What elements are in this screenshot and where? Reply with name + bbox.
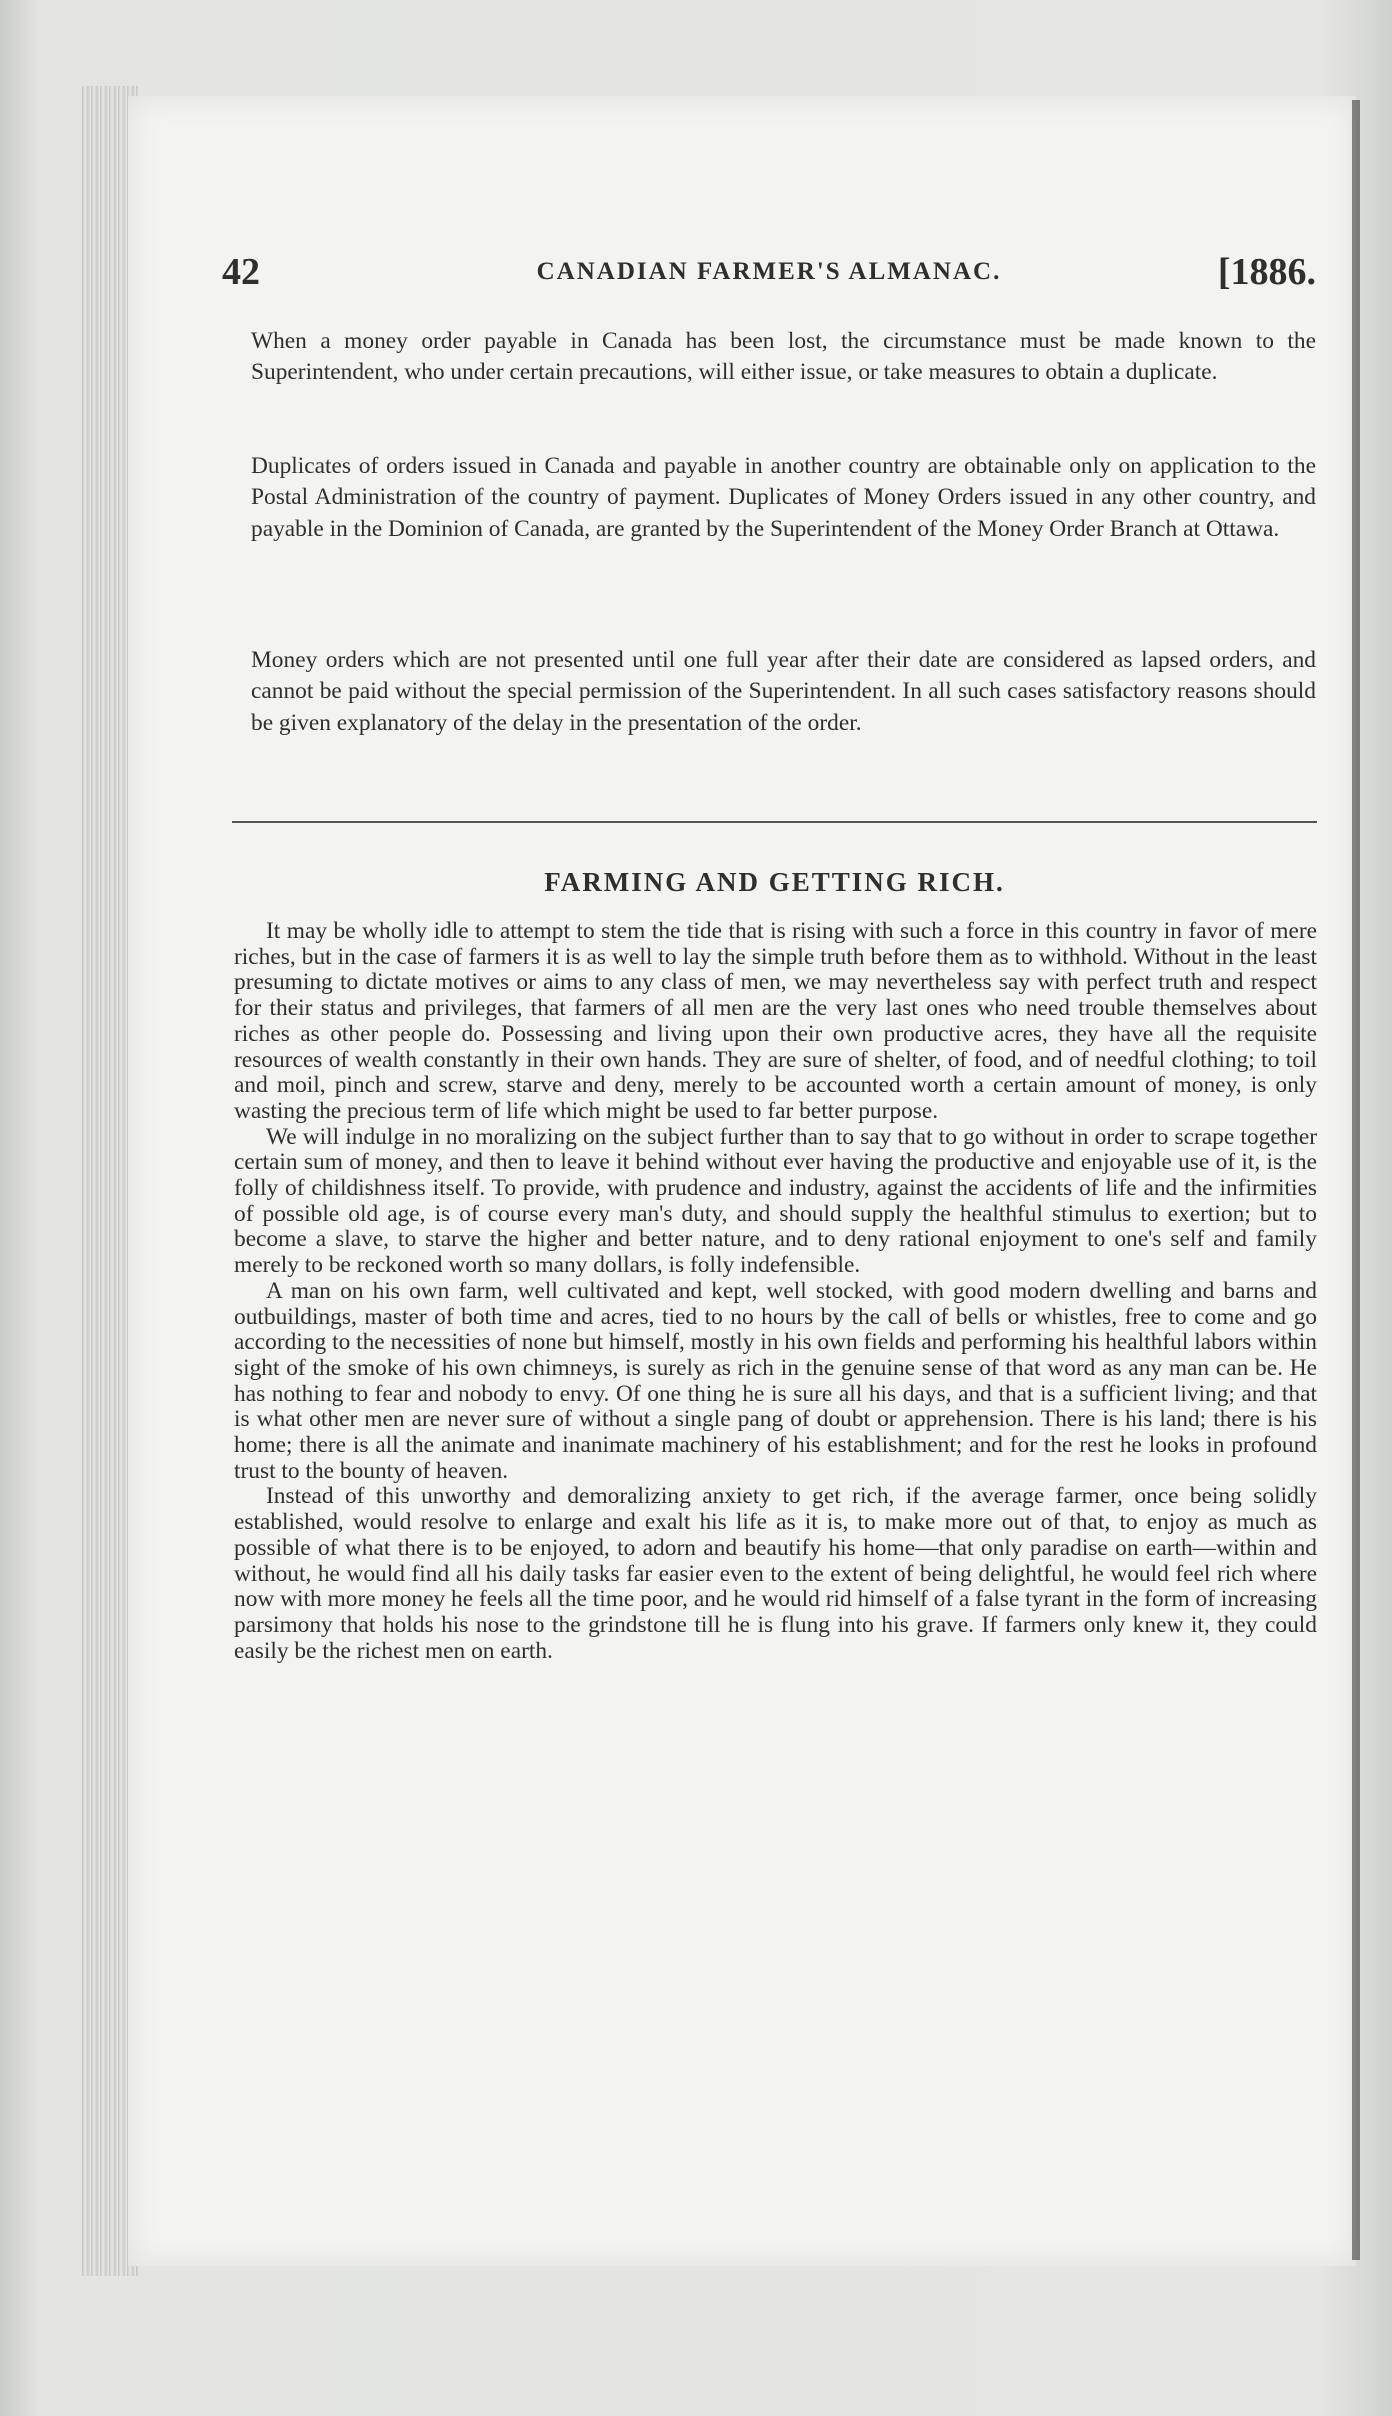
almanac-title: CANADIAN FARMER'S ALMANAC. (536, 258, 1002, 285)
page-number: 42 (222, 251, 260, 293)
almanac-year: [1886. (1217, 251, 1316, 293)
article-body (234, 919, 1317, 1664)
money-order-paragraph-2: Duplicates of orders issued in Canada and payable in another country are obtainable only on application to the Postal Administration of the country of payment. Duplicates of Money Orders issued in any other country, and payable in the Dominion of Canada, are granted by the Superintendent of the Money Order Branch at Ottawa. (251, 453, 1316, 542)
section-divider (232, 821, 1317, 823)
article-paragraph-3: A man on his own farm, well cultivated and kept, well stocked, with good modern dwelling and barns and outbuildings, master of both time and acres, tied to no hours by the call of bells or whistles, free to come and go according to the necessities of none but himself, mostly in his own fields and performing his healthful labors within sight of the smoke of his own chimneys, is surely as rich in the genuine sense of that word as any man can be. He has nothing to fear and nobody to envy. Of one thing he is sure all his days, and that is a sufficient living; and that is what other men are never sure of without a single pang of doubt or apprehension. There is his land; there is his home; there is all the animate and inanimate machinery of his establishment; and for the rest he looks in profound trust to the bounty of heaven. (234, 1277, 1317, 1484)
money-order-paragraph-1: When a money order payable in Canada has been lost, the circumstance must be made known to the Superintendent, who under certain precautions, will either issue, or take measures to obtain a duplicate. (251, 328, 1316, 386)
money-order-paragraph-3: Money orders which are not presented until one full year after their date are considered as lapsed orders, and cannot be paid without the special permission of the Superintendent. In all such cases satisfactory reasons should be given explanatory of the delay in the presentation of the order. (251, 647, 1316, 736)
page-gutter-shadow (1352, 100, 1360, 2260)
running-head (222, 250, 1316, 300)
article-paragraph-2: We will indulge in no moralizing on the subject further than to say that to go without in order to scrape together certain sum of money, and then to leave it behind without ever having the productive and enjoyable use of it, is the folly of childishness itself. To provide, with prudence and industry, against the accidents of life and the infirmities of possible old age, is of course every man's duty, and should supply the healthful stimulus to exertion; but to become a slave, to starve the higher and better nature, and to deny rational enjoyment to one's self and family merely to be reckoned worth so many dollars, is folly indefensible. (234, 1123, 1317, 1279)
article-title: FARMING AND GETTING RICH. (544, 867, 1005, 897)
article-paragraph-1: It may be wholly idle to attempt to stem the tide that is rising with such a force in this country in favor of mere riches, but in the case of farmers it is as well to lay the simple truth before them as to withhold. Without in the least presuming to dictate motives or aims to any class of men, we may nevertheless say with perfect truth and respect for their status and privileges, that farmers of all men are the very last ones who need trouble themselves about riches as other people do. Possessing and living upon their own productive acres, they have all the requisite resources of wealth constantly in their own hands. They are sure of shelter, of food, and of needful clothing; to toil and moil, pinch and screw, starve and deny, merely to be accounted worth a certain amount of money, is only wasting the precious term of life which might be used to far better purpose. (234, 918, 1317, 1124)
article-paragraph-4: Instead of this unworthy and demoralizing anxiety to get rich, if the average farmer, once being solidly established, would resolve to enlarge and exalt his life as it is, to make more out of that, to enjoy as much as possible of what there is to be enjoyed, to adorn and beautify his home—that only paradise on earth—within and without, he would find all his daily tasks far easier even to the extent of being delightful, he would feel rich where now with more money he feels all the time poor, and he would rid himself of a false tyrant in the form of increasing parsimony that holds his nose to the grindstone till he is flung into his grave. If farmers only knew it, they could easily be the richest men on earth. (234, 1483, 1317, 1664)
